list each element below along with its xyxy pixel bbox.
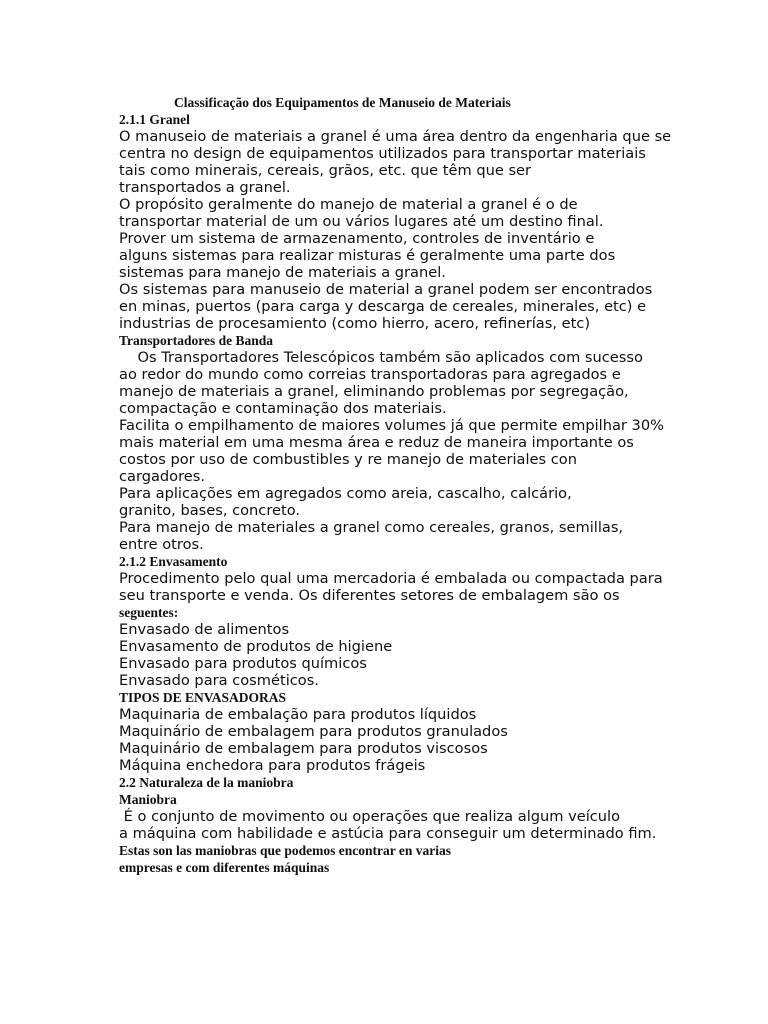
section-heading: Transportadores de Banda <box>119 333 274 348</box>
text-line: É o conjunto de movimento ou operações que realiza algum veículo <box>119 808 621 825</box>
text-line: costos por uso de combustibles y re manejo de materiales con <box>119 451 577 468</box>
text-line: transportados a granel. <box>119 179 291 196</box>
text-line: Prover um sistema de armazenamento, controles de inventário e <box>119 230 595 247</box>
section-heading: Estas son las maniobras que podemos encontrar en varias <box>119 843 452 858</box>
text-line: en minas, puertos (para carga y descarga de cereales, minerales, etc) e <box>119 298 647 315</box>
text-line: tais como minerais, cereais, grãos, etc. que têm que ser <box>119 162 532 179</box>
text-line: Máquina enchedora para produtos frágeis <box>119 757 426 774</box>
text-line: O manuseio de materiais a granel é uma área dentro da engenharia que se <box>119 128 672 145</box>
text-line: Para aplicações em agregados como areia, cascalho, calcário, <box>119 485 572 502</box>
text-line: Maquinário de embalagem para produtos viscosos <box>119 740 488 757</box>
text-line: granito, bases, concreto. <box>119 502 301 519</box>
text-line: compactação e contaminação dos materiais. <box>119 400 447 417</box>
text-line: Os Transportadores Telescópicos também são aplicados com sucesso <box>119 349 643 366</box>
text-line: sistemas para manejo de materiais a granel. <box>119 264 446 281</box>
text-line: seu transporte e venda. Os diferentes setores de embalagem são os <box>119 587 620 604</box>
text-line: Envasado de alimentos <box>119 621 290 638</box>
section-heading: Maniobra <box>119 792 177 807</box>
document-body <box>119 111 719 876</box>
section-heading: seguentes: <box>119 605 179 620</box>
text-line: Maquinaria de embalação para produtos líquidos <box>119 706 477 723</box>
document-page <box>119 94 719 876</box>
text-line: Envasado para produtos químicos <box>119 655 367 672</box>
text-line: Envasado para cosméticos. <box>119 672 319 689</box>
text-line: industrias de procesamiento (como hierro, acero, refinerías, etc) <box>119 315 591 332</box>
section-heading: 2.1.1 Granel <box>119 112 190 127</box>
text-line: Os sistemas para manuseio de material a granel podem ser encontrados <box>119 281 653 298</box>
text-line: Maquinário de embalagem para produtos granulados <box>119 723 508 740</box>
text-line: Facilita o empilhamento de maiores volumes já que permite empilhar 30% <box>119 417 664 434</box>
text-line: Para manejo de materiales a granel como cereales, granos, semillas, <box>119 519 624 536</box>
text-line: transportar material de um ou vários lugares até um destino final. <box>119 213 604 230</box>
text-line: manejo de materiais a granel, eliminando problemas por segregação, <box>119 383 629 400</box>
section-heading: 2.1.2 Envasamento <box>119 554 228 569</box>
text-line: entre otros. <box>119 536 204 553</box>
text-line: Procedimento pelo qual uma mercadoria é embalada ou compactada para <box>119 570 663 587</box>
section-heading: empresas e com diferentes máquinas <box>119 860 330 875</box>
document-title: Classificação dos Equipamentos de Manuseio de Materiais <box>174 95 511 110</box>
text-line: Envasamento de produtos de higiene <box>119 638 393 655</box>
section-heading: 2.2 Naturaleza de la maniobra <box>119 775 294 790</box>
text-line: ao redor do mundo como correias transportadoras para agregados e <box>119 366 621 383</box>
text-line: centra no design de equipamentos utilizados para transportar materiais <box>119 145 646 162</box>
text-line: alguns sistemas para realizar misturas é geralmente uma parte dos <box>119 247 616 264</box>
text-line: cargadores. <box>119 468 206 485</box>
section-heading: TIPOS DE ENVASADORAS <box>119 690 287 705</box>
text-line: mais material em uma mesma área e reduz de maneira importante os <box>119 434 634 451</box>
text-line: a máquina com habilidade e astúcia para conseguir um determinado fim. <box>119 825 657 842</box>
text-line: O propósito geralmente do manejo de material a granel é o de <box>119 196 578 213</box>
